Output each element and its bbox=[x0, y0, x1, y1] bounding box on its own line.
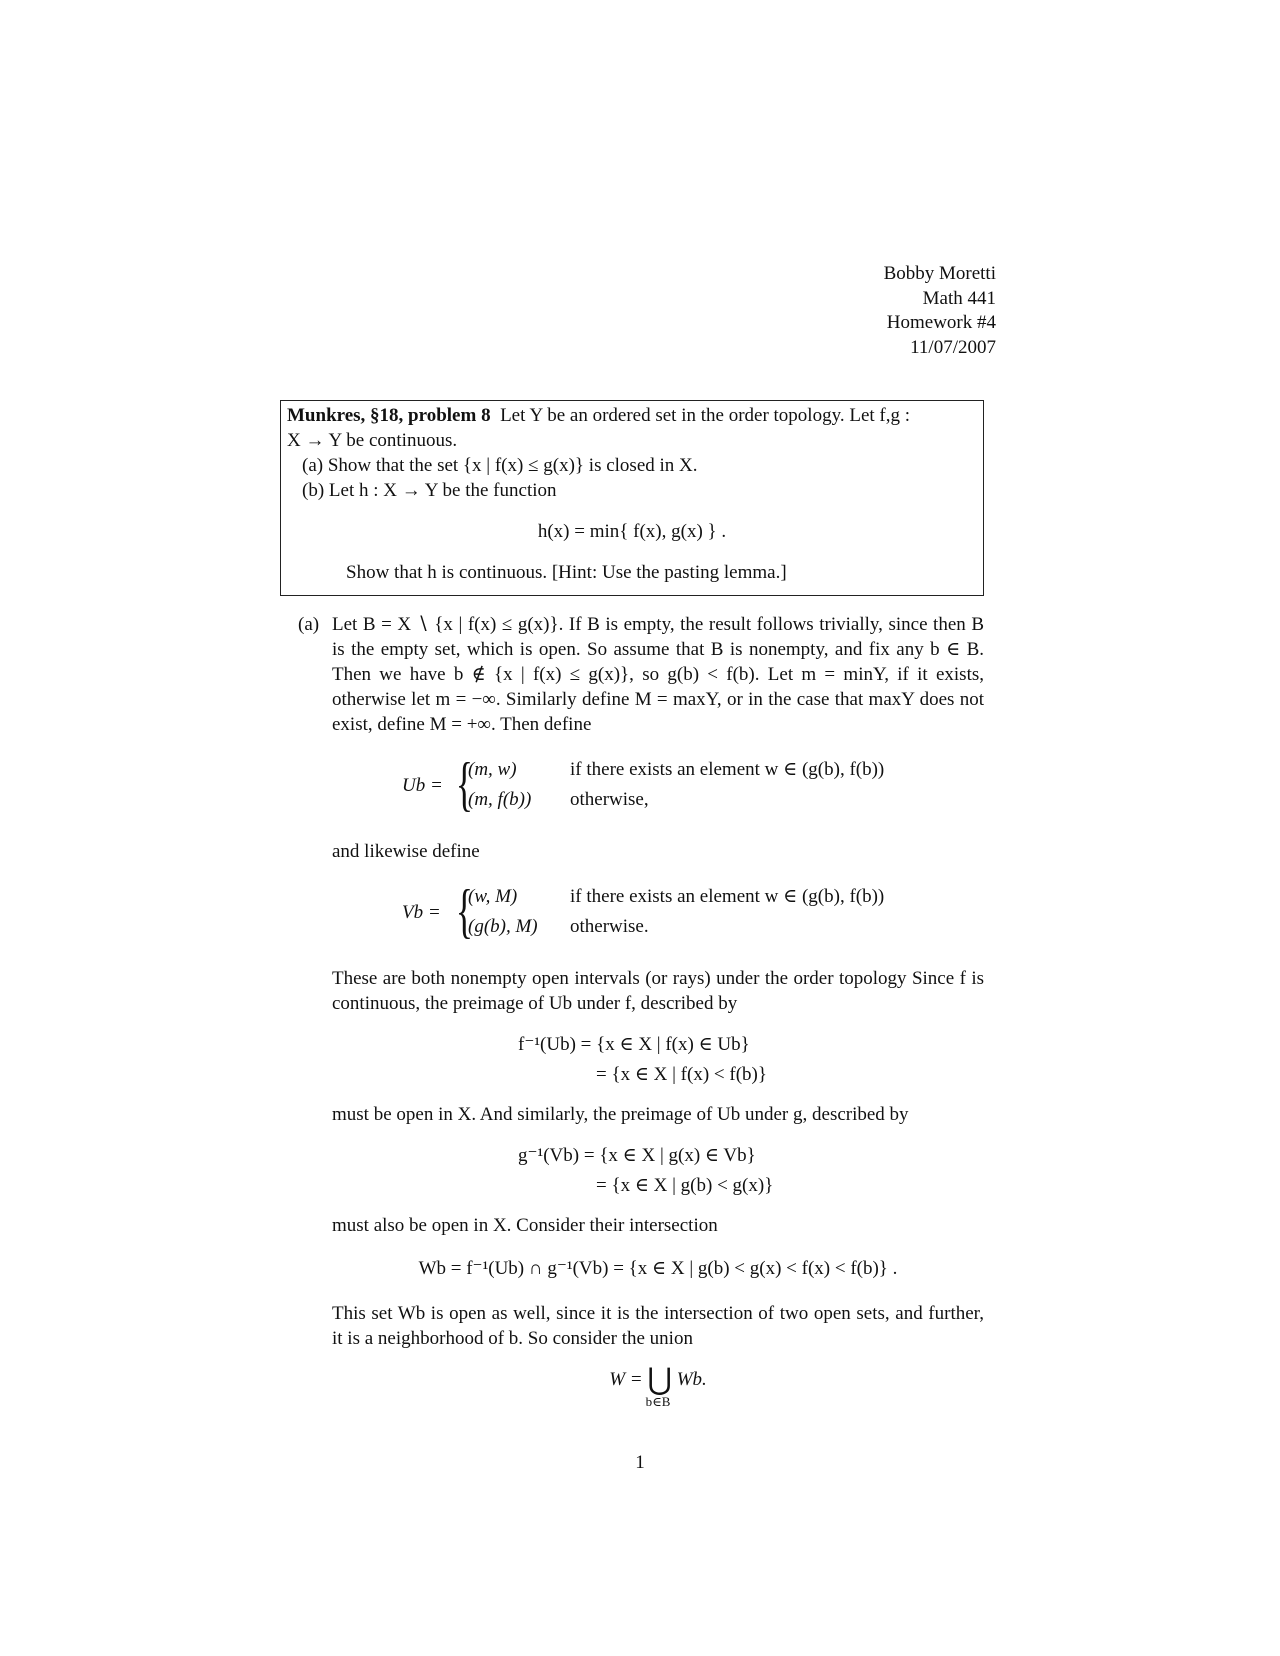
solution-paragraph-5: This set Wb is open as well, since it is the intersection of two open sets, and further, it is a neighborhood of b. So consider the union bbox=[332, 1303, 984, 1349]
U-condition-1: if there exists an element w ∈ (g(b), f(b)) bbox=[570, 759, 885, 780]
assignment-title: Homework #4 bbox=[886, 312, 996, 333]
part-a-label: (a) bbox=[298, 614, 320, 635]
W-lhs: W = bbox=[609, 1369, 643, 1390]
course-name: Math 441 bbox=[922, 287, 996, 309]
solution-paragraph-1 bbox=[298, 612, 984, 737]
header-block bbox=[884, 262, 996, 360]
solution-paragraph-2: These are both nonempty open intervals (or rays) under the order topology Since f is continuous, the preimage of Ub under f, described by bbox=[332, 968, 984, 1014]
page-number: 1 bbox=[635, 1452, 645, 1473]
solution-paragraph-4: must also be open in X. Consider their intersection bbox=[332, 1215, 718, 1236]
author-name: Bobby Moretti bbox=[883, 263, 996, 284]
likewise-text: and likewise define bbox=[332, 841, 480, 862]
problem-first-line bbox=[287, 403, 977, 428]
problem-source: Munkres, §18, problem 8 bbox=[287, 405, 491, 426]
problem-intro-2: X → Y be continuous. bbox=[287, 430, 458, 451]
problem-show-line: Show that h is continuous. [Hint: Use the pasting lemma.] bbox=[346, 562, 787, 583]
V-definition bbox=[298, 878, 984, 944]
paragraph-1-text: Let B = X ∖ {x | f(x) ≤ g(x)}. If B is empty, the result follows trivially, since then B is the empty set, which is open. So assume that B is nonempty, and fix any b ∈ B. Then we have b ∉ {x | f(x) ≤ g(x)}, so g(b) < f(b). Let m = minY, if it exists, otherwise let m = −∞. Similarly define M = maxY, or in the case that maxY does not exist, define M = +∞. Then define bbox=[332, 614, 984, 735]
assignment-date: 11/07/2007 bbox=[910, 336, 996, 358]
V-lhs: Vb = bbox=[402, 902, 441, 923]
W-union-equation bbox=[298, 1365, 984, 1395]
f-preimage-line-2: = {x ∈ X | f(x) < f(b)} bbox=[596, 1064, 767, 1085]
V-case-2: (g(b), M) bbox=[468, 916, 538, 937]
problem-intro-1: Let Y be an ordered set in the order topology. Let f,g : bbox=[500, 405, 911, 426]
U-lhs: Ub = bbox=[402, 775, 443, 796]
W-rhs: Wb. bbox=[676, 1369, 707, 1390]
U-definition bbox=[298, 751, 984, 817]
left-brace-icon: { bbox=[455, 751, 474, 817]
g-preimage-line-1: g⁻¹(Vb) = {x ∈ X | g(x) ∈ Vb} bbox=[518, 1145, 756, 1166]
f-preimage-equation bbox=[298, 1028, 984, 1088]
V-condition-1: if there exists an element w ∈ (g(b), f(b)) bbox=[570, 886, 885, 907]
g-preimage-line-2: = {x ∈ X | g(b) < g(x)} bbox=[596, 1175, 774, 1196]
left-brace-icon: { bbox=[455, 878, 474, 944]
problem-statement-box bbox=[280, 400, 984, 596]
V-condition-2: otherwise. bbox=[570, 916, 649, 937]
solution-paragraph-3: must be open in X. And similarly, the preimage of Ub under g, described by bbox=[332, 1104, 909, 1125]
U-condition-2: otherwise, bbox=[570, 789, 649, 810]
g-preimage-equation bbox=[298, 1139, 984, 1199]
U-case-1: (m, w) bbox=[468, 759, 517, 780]
union-index: b∈B bbox=[645, 1394, 671, 1409]
solution-body bbox=[298, 612, 984, 1409]
V-case-1: (w, M) bbox=[468, 886, 518, 907]
problem-display-equation: h(x) = min{ f(x), g(x) } . bbox=[537, 521, 727, 542]
union-icon: ⋃ bbox=[647, 1363, 672, 1396]
problem-part-b: (b) Let h : X → Y be the function bbox=[302, 480, 557, 501]
U-case-2: (m, f(b)) bbox=[468, 789, 532, 810]
problem-part-a: (a) Show that the set {x | f(x) ≤ g(x)} is closed in X. bbox=[302, 455, 698, 476]
f-preimage-line-1: f⁻¹(Ub) = {x ∈ X | f(x) ∈ Ub} bbox=[518, 1034, 750, 1055]
W-b-equation: Wb = f⁻¹(Ub) ∩ g⁻¹(Vb) = {x ∈ X | g(b) < g(x) < f(x) < f(b)} . bbox=[418, 1258, 898, 1279]
